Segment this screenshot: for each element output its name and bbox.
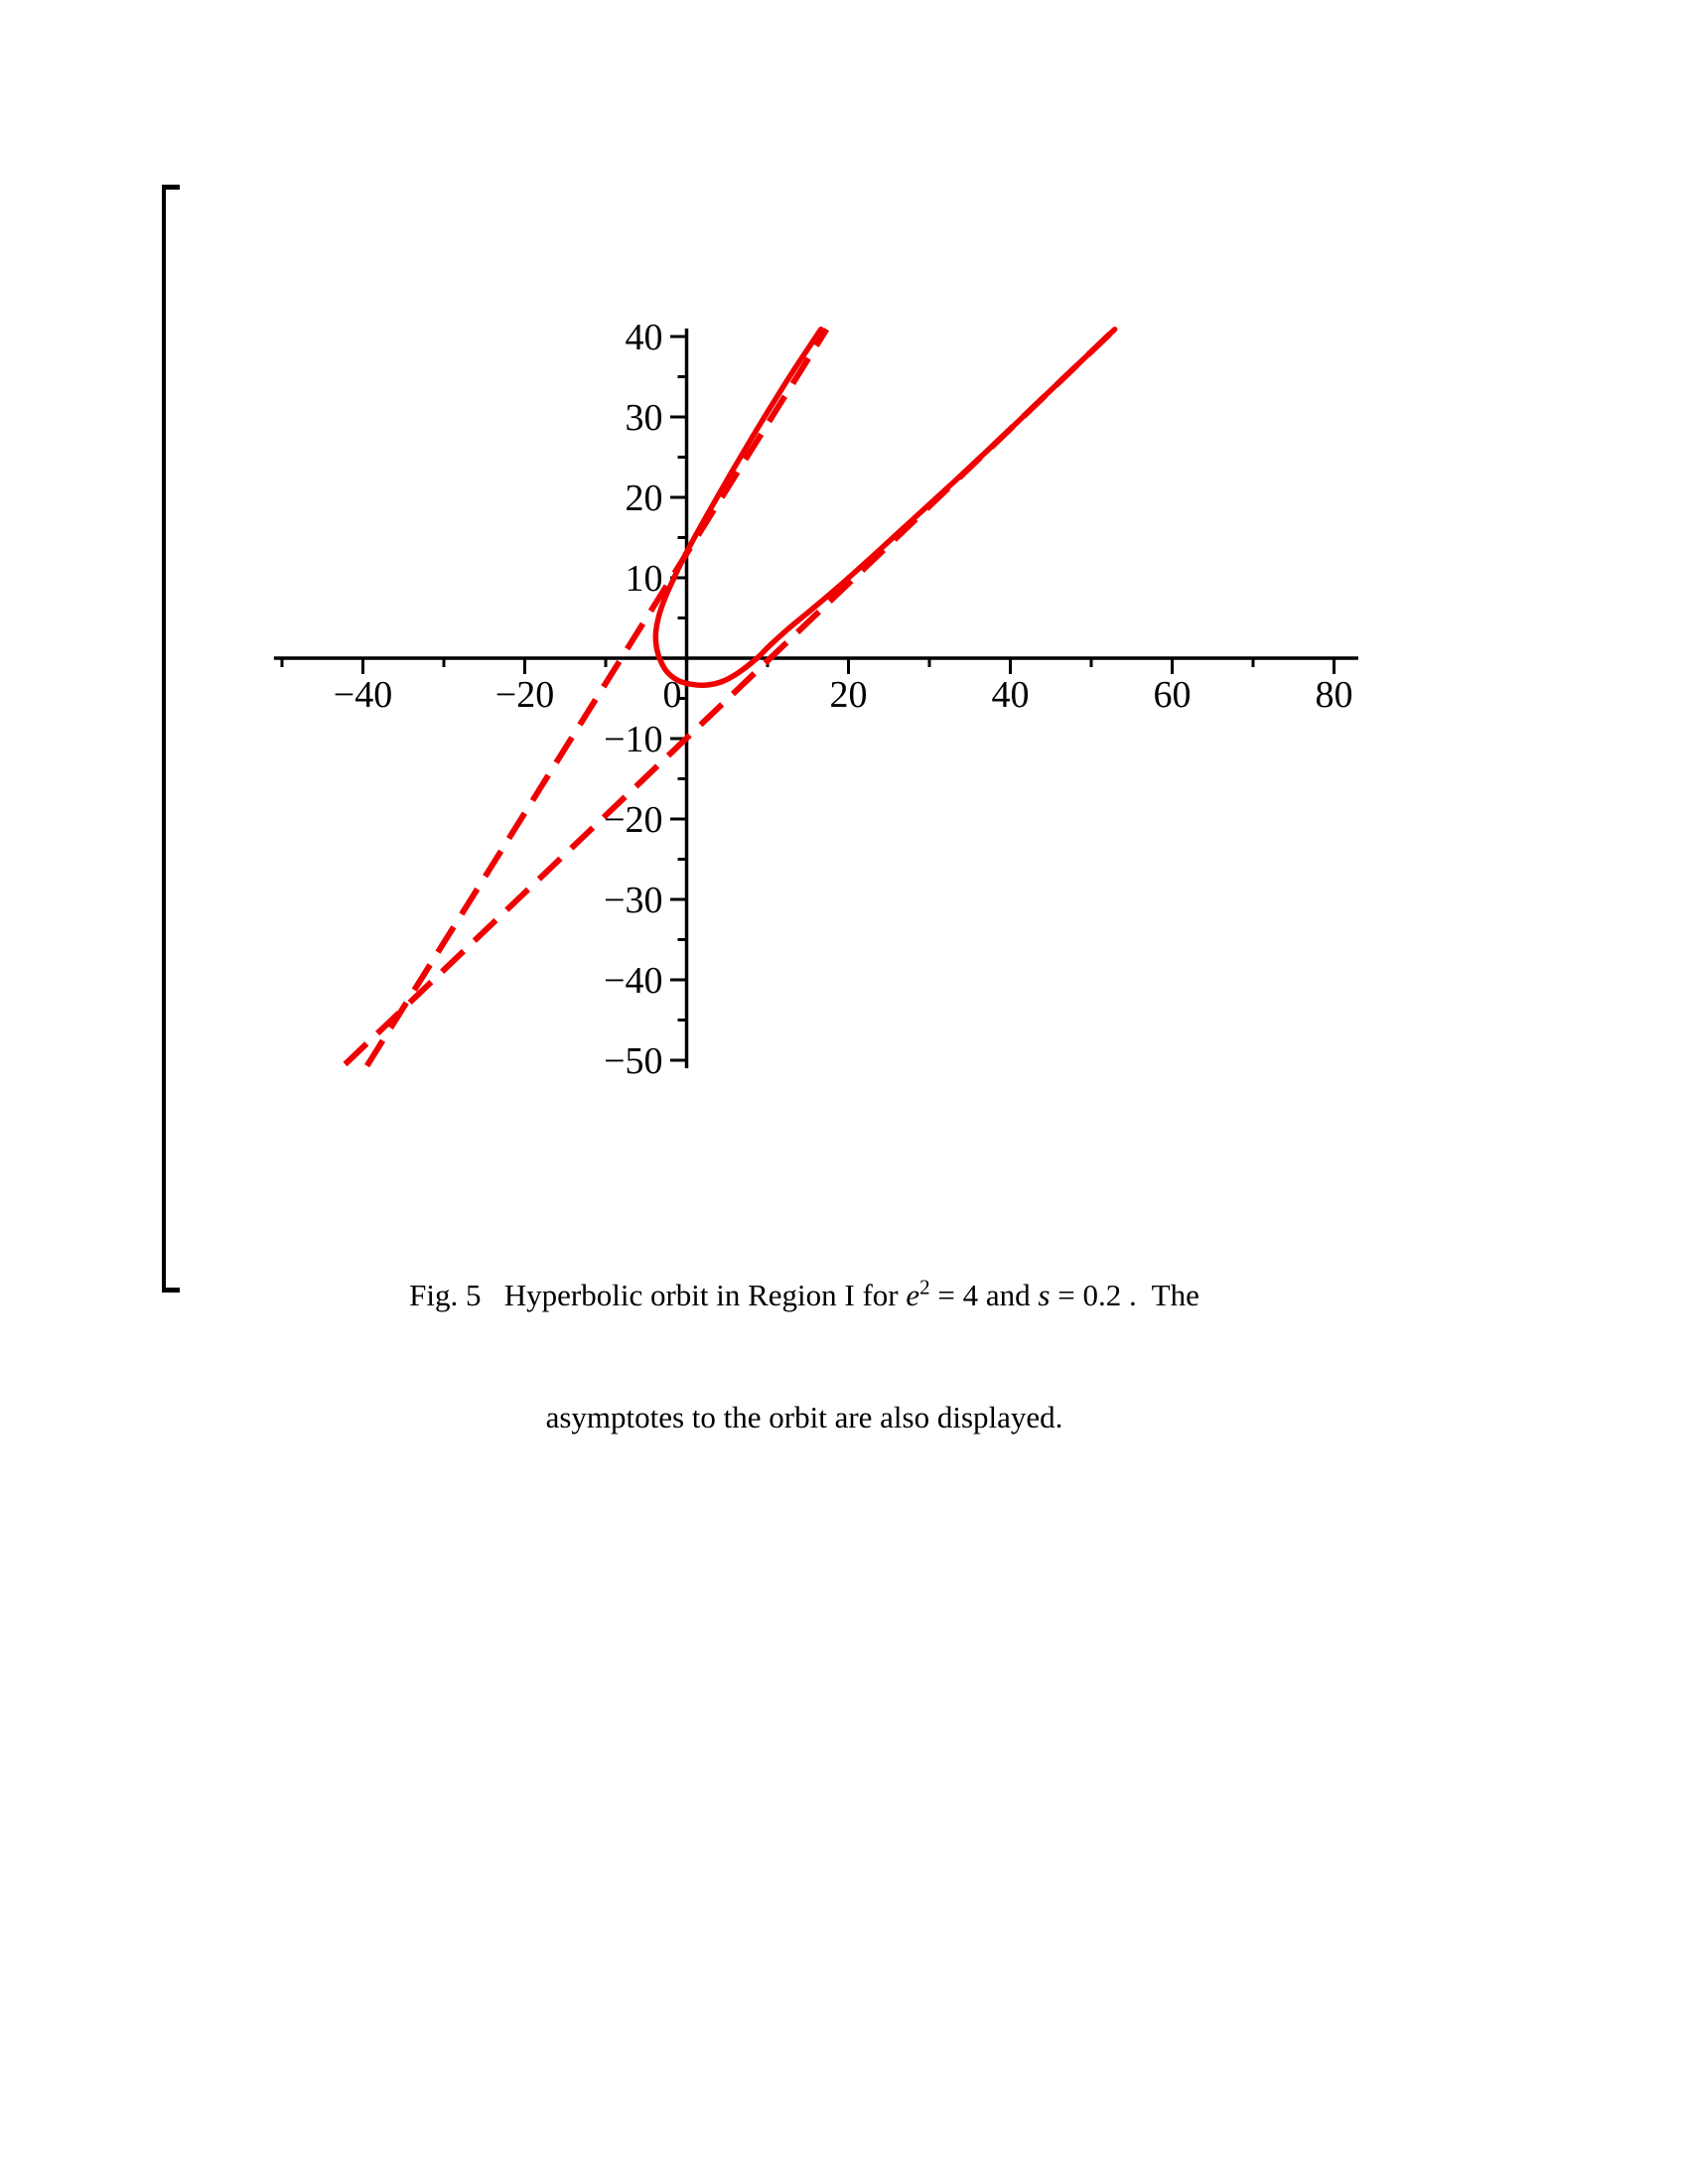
y-tick-label: 40	[625, 317, 663, 358]
e-superscript-2: 2	[919, 1275, 930, 1299]
y-tick-label: −10	[604, 719, 663, 760]
caption-text-3: = 0.2 . The	[1050, 1278, 1199, 1312]
x-tick-label: −40	[333, 674, 393, 716]
caption-text-2: = 4 and	[929, 1278, 1039, 1312]
x-tick-label: 60	[1153, 674, 1192, 716]
var-e: e	[906, 1278, 920, 1312]
y-tick-label: 20	[625, 478, 663, 519]
asymptote-left-arm-dashed-line	[367, 330, 827, 1066]
figure-caption	[0, 1193, 1609, 1519]
x-tick-label: 80	[1315, 674, 1353, 716]
x-tick-label: 40	[991, 674, 1030, 716]
y-tick-label: −40	[604, 960, 663, 1002]
caption-line1	[0, 1275, 1609, 1315]
y-tick-label: −20	[604, 799, 663, 841]
x-tick-label: 0	[662, 674, 682, 716]
y-tick-label: −30	[604, 880, 663, 921]
caption-text-1: Hyperbolic orbit in Region I for	[503, 1278, 907, 1312]
y-tick-label: 10	[625, 558, 663, 600]
x-tick-label: −20	[494, 674, 555, 716]
y-tick-label: 30	[625, 397, 663, 439]
caption-line2: asymptotes to the orbit are also displayed.	[545, 1400, 1063, 1434]
var-s: s	[1038, 1278, 1051, 1312]
hyperbolic-orbit-curve	[655, 330, 1114, 686]
x-tick-label: 20	[829, 674, 868, 716]
caption-gap	[482, 1278, 504, 1312]
figure-label: Fig. 5	[409, 1278, 482, 1312]
y-tick-label: −50	[604, 1040, 663, 1082]
